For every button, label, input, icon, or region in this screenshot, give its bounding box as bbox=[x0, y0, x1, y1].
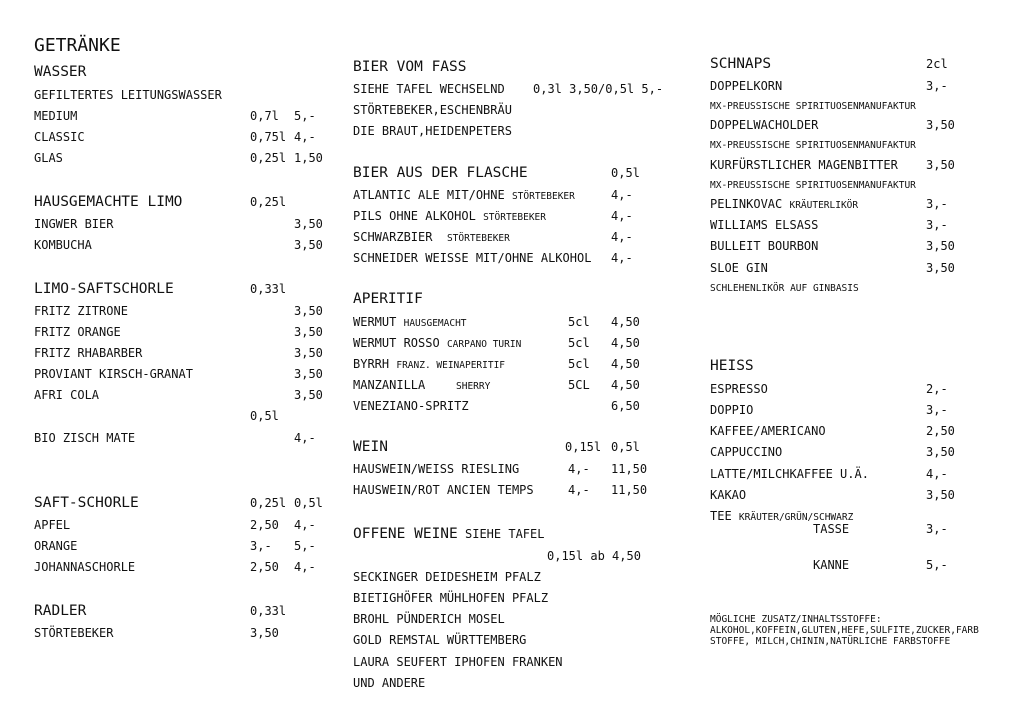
list-item: BIETIGHÖFER MÜHLHOFEN PFALZ bbox=[353, 591, 549, 605]
section-heading-bier-flasche: BIER AUS DER FLASCHE bbox=[353, 165, 528, 181]
item-price: 3,50 bbox=[926, 261, 955, 275]
list-item: LAURA SEUFERT IPHOFEN FRANKEN bbox=[353, 655, 563, 669]
section-heading-aperitif: APERITIF bbox=[353, 291, 423, 307]
footnote-line: ALKOHOL,KOFFEIN,GLUTEN,HEFE,SULFITE,ZUCKER,FARB bbox=[710, 625, 979, 636]
item-name bbox=[353, 188, 575, 204]
item-name-text: PELINKOVAC bbox=[710, 197, 783, 211]
section-heading-wasser: WASSER bbox=[34, 64, 87, 80]
section-heading-offene-weine bbox=[353, 526, 544, 542]
item-name: KURFÜRSTLICHER MAGENBITTER bbox=[710, 158, 898, 172]
item-name: DOPPIO bbox=[710, 403, 754, 417]
item-size: 0,75l bbox=[250, 130, 287, 144]
item-note: STÖRTEBEKER bbox=[511, 191, 575, 202]
section-size: 0,25l bbox=[250, 496, 287, 510]
item-price: 4,- bbox=[568, 462, 590, 476]
item-price: 4,- bbox=[611, 251, 633, 265]
item-name-text: ATLANTIC ALE MIT/OHNE bbox=[353, 188, 505, 202]
section-size: 2cl bbox=[926, 57, 948, 71]
item-name: KOMBUCHA bbox=[34, 238, 92, 252]
item-note: MX-PREUSSISCHE SPIRITUOSENMANUFAKTUR bbox=[710, 140, 916, 151]
item-price: 4,- bbox=[568, 483, 590, 497]
item-price: 3,- bbox=[926, 79, 948, 93]
item-price: 3,50 bbox=[926, 239, 955, 253]
item-price: 3,50 bbox=[294, 367, 323, 381]
item-name: HAUSWEIN/ROT ANCIEN TEMPS bbox=[353, 483, 534, 497]
item-note: KRÄUTER/GRÜN/SCHWARZ bbox=[738, 512, 854, 523]
item-size: 0,25l bbox=[250, 151, 287, 165]
item-note: FRANZ. WEINAPERITIF bbox=[396, 360, 506, 371]
list-item: BROHL PÜNDERICH MOSEL bbox=[353, 612, 505, 626]
section-size: 0,25l bbox=[250, 195, 287, 209]
item-name: JOHANNASCHORLE bbox=[34, 560, 136, 574]
page-title: GETRÄNKE bbox=[34, 35, 121, 56]
item-name: STÖRTEBEKER bbox=[34, 626, 114, 640]
item-price: 2,- bbox=[926, 382, 948, 396]
item-name-text: WERMUT ROSSO bbox=[353, 336, 440, 350]
item-price: 3,- bbox=[926, 197, 948, 211]
item-note: SHERRY bbox=[456, 381, 491, 392]
list-item: SECKINGER DEIDESHEIM PFALZ bbox=[353, 570, 541, 584]
footnote-line: MÖGLICHE ZUSATZ/INHALTSSTOFFE: bbox=[710, 614, 882, 625]
item-size: 5cl bbox=[568, 336, 590, 350]
item-price: 3,50 bbox=[926, 118, 955, 132]
item-size: 5CL bbox=[568, 378, 590, 392]
item-name: AFRI COLA bbox=[34, 388, 100, 402]
item-name bbox=[710, 197, 858, 213]
section-size: 0,5l bbox=[250, 409, 279, 423]
item-price: 11,50 bbox=[611, 462, 648, 476]
item-price: 3,50 bbox=[294, 388, 323, 402]
item-note: HAUSGEMACHT bbox=[403, 318, 467, 329]
item-price: 3,50 bbox=[926, 445, 955, 459]
item-name-text: WERMUT bbox=[353, 315, 397, 329]
item-price: 3,50 bbox=[926, 488, 955, 502]
item-name: PROVIANT KIRSCH-GRANAT bbox=[34, 367, 193, 381]
item-price: 3,50 bbox=[294, 238, 323, 252]
item-price: 4,- bbox=[611, 230, 633, 244]
section-heading-radler: RADLER bbox=[34, 603, 87, 619]
item-name: FRITZ ORANGE bbox=[34, 325, 121, 339]
item-name: KAFFEE/AMERICANO bbox=[710, 424, 826, 438]
item-note: MX-PREUSSISCHE SPIRITUOSENMANUFAKTUR bbox=[710, 180, 916, 191]
section-heading-bier-vom-fass: BIER VOM FASS bbox=[353, 59, 467, 75]
item-price: 3,50 bbox=[926, 158, 955, 172]
item-price: 3,50 bbox=[294, 325, 323, 339]
item-size: 5cl bbox=[568, 315, 590, 329]
item-price: 4,50 bbox=[611, 357, 640, 371]
tee-tasse: TASSE bbox=[813, 522, 850, 536]
item-name: FRITZ RHABARBER bbox=[34, 346, 143, 360]
item-name: FRITZ ZITRONE bbox=[34, 304, 128, 318]
item-price: 4,- bbox=[294, 431, 316, 445]
item-price: 3,50 bbox=[294, 217, 323, 231]
item-note: STÖRTEBEKER bbox=[446, 233, 510, 244]
item-name-text: BYRRH bbox=[353, 357, 390, 371]
section-heading-wein: WEIN bbox=[353, 439, 388, 455]
item-name-text: SCHWARZBIER bbox=[353, 230, 433, 244]
section-size: 0,5l bbox=[611, 440, 640, 454]
section-size: 0,33l bbox=[250, 604, 287, 618]
section-size: 0,5l bbox=[611, 166, 640, 180]
item-name: HAUSWEIN/WEISS RIESLING bbox=[353, 462, 520, 476]
item-note: MX-PREUSSISCHE SPIRITUOSENMANUFAKTUR bbox=[710, 101, 916, 112]
item-name: CLASSIC bbox=[34, 130, 85, 144]
offene-note: SIEHE TAFEL bbox=[465, 527, 545, 541]
section-size: 0,5l bbox=[294, 496, 323, 510]
list-item: UND ANDERE bbox=[353, 676, 426, 690]
tee-kanne: KANNE bbox=[813, 558, 850, 572]
item-name: GLAS bbox=[34, 151, 63, 165]
item-price: 3,50 bbox=[250, 626, 279, 640]
offene-price: 0,15l ab 4,50 bbox=[547, 549, 641, 563]
item-price: 3,50 bbox=[294, 304, 323, 318]
list-item: GOLD REMSTAL WÜRTTEMBERG bbox=[353, 633, 527, 647]
item-price: 4,- bbox=[611, 188, 633, 202]
item-note: CARPANO TURIN bbox=[446, 339, 522, 350]
section-heading-limo: HAUSGEMACHTE LIMO bbox=[34, 194, 183, 210]
item-name: LATTE/MILCHKAFFEE U.Ä. bbox=[710, 467, 869, 481]
item-price: 6,50 bbox=[611, 399, 640, 413]
item-size: 5cl bbox=[568, 357, 590, 371]
item-price: 2,50 bbox=[250, 518, 279, 532]
item-name: ESPRESSO bbox=[710, 382, 768, 396]
item-price: 5,- bbox=[294, 539, 316, 553]
item-price: 4,- bbox=[294, 560, 316, 574]
fass-line: SIEHE TAFEL WECHSELND bbox=[353, 82, 505, 96]
item-price: 3,50 bbox=[294, 346, 323, 360]
item-price: 3,- bbox=[926, 522, 948, 536]
section-size: 0,33l bbox=[250, 282, 287, 296]
wasser-intro: GEFILTERTES LEITUNGSWASSER bbox=[34, 88, 222, 102]
item-price: 2,50 bbox=[926, 424, 955, 438]
section-heading-saft-schorle: SAFT-SCHORLE bbox=[34, 495, 139, 511]
fass-price: 0,3l 3,50/0,5l 5,- bbox=[533, 82, 664, 96]
item-price: 1,50 bbox=[294, 151, 323, 165]
item-name: DOPPELKORN bbox=[710, 79, 783, 93]
item-note: SCHLEHENLIKÖR AUF GINBASIS bbox=[710, 283, 859, 294]
item-name: WILLIAMS ELSASS bbox=[710, 218, 819, 232]
item-name bbox=[353, 209, 546, 225]
item-name: CAPPUCCINO bbox=[710, 445, 783, 459]
item-name bbox=[353, 336, 521, 352]
item-name: BULLEIT BOURBON bbox=[710, 239, 819, 253]
item-price: 4,- bbox=[294, 130, 316, 144]
item-name: KAKAO bbox=[710, 488, 747, 502]
item-price: 4,50 bbox=[611, 315, 640, 329]
item-name: SLOE GIN bbox=[710, 261, 768, 275]
item-name: SCHNEIDER WEISSE MIT/OHNE ALKOHOL bbox=[353, 251, 592, 265]
item-name bbox=[353, 315, 467, 331]
item-name: MANZANILLA bbox=[353, 378, 426, 392]
fass-line: STÖRTEBEKER,ESCHENBRÄU bbox=[353, 103, 512, 117]
item-name: INGWER BIER bbox=[34, 217, 114, 231]
item-name-text: PILS OHNE ALKOHOL bbox=[353, 209, 476, 223]
item-price: 4,50 bbox=[611, 378, 640, 392]
item-name: VENEZIANO-SPRITZ bbox=[353, 399, 469, 413]
section-heading-schnaps: SCHNAPS bbox=[710, 56, 772, 72]
item-price: 4,- bbox=[611, 209, 633, 223]
section-heading-heiss: HEISS bbox=[710, 358, 754, 374]
item-note: KRÄUTERLIKÖR bbox=[789, 200, 859, 211]
item-price: 4,50 bbox=[611, 336, 640, 350]
item-price: 5,- bbox=[294, 109, 316, 123]
item-name bbox=[353, 357, 505, 373]
item-price: 3,- bbox=[926, 403, 948, 417]
item-name: ORANGE bbox=[34, 539, 78, 553]
item-size: 0,7l bbox=[250, 109, 279, 123]
item-name: APFEL bbox=[34, 518, 71, 532]
item-name: MEDIUM bbox=[34, 109, 78, 123]
section-heading-limo-saftschorle: LIMO-SAFTSCHORLE bbox=[34, 281, 174, 297]
footnote-line: STOFFE, MILCH,CHININ,NATÜRLICHE FARBSTOFFE bbox=[710, 636, 951, 647]
item-name bbox=[353, 230, 510, 246]
section-size: 0,15l bbox=[565, 440, 602, 454]
item-name: DOPPELWACHOLDER bbox=[710, 118, 819, 132]
fass-line: DIE BRAUT,HEIDENPETERS bbox=[353, 124, 512, 138]
item-price: 2,50 bbox=[250, 560, 279, 574]
item-name: BIO ZISCH MATE bbox=[34, 431, 136, 445]
item-price: 4,- bbox=[294, 518, 316, 532]
item-name-text: TEE bbox=[710, 509, 732, 523]
item-price: 3,- bbox=[926, 218, 948, 232]
item-price: 3,- bbox=[250, 539, 272, 553]
item-price: 11,50 bbox=[611, 483, 648, 497]
item-note: STÖRTEBEKER bbox=[483, 212, 546, 223]
item-price: 5,- bbox=[926, 558, 948, 572]
item-price: 4,- bbox=[926, 467, 948, 481]
offene-heading-text: OFFENE WEINE bbox=[353, 526, 458, 542]
